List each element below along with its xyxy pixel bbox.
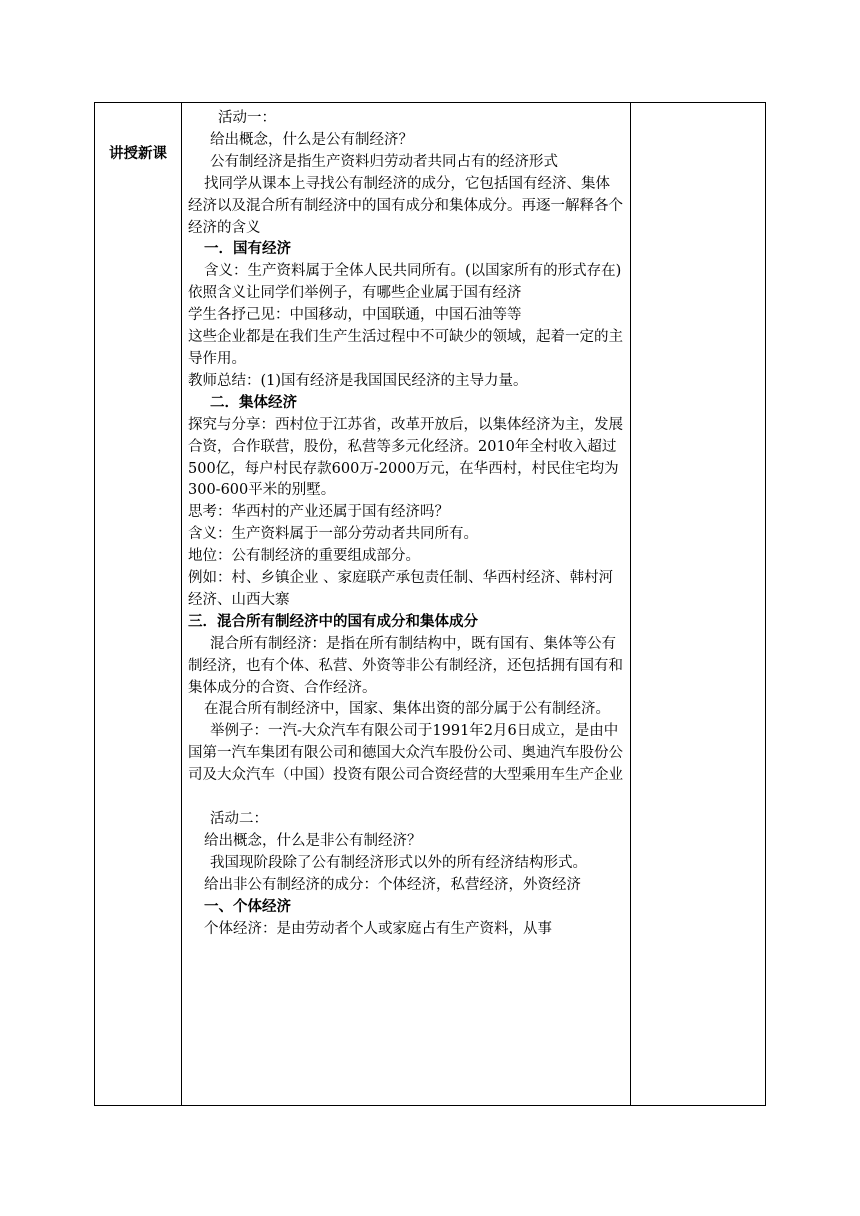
text-paragraph <box>188 787 624 809</box>
text-paragraph: 在混合所有制经济中，国家、集体出资的部分属于公有制经济。 <box>204 701 610 718</box>
text-paragraph: 探究与分享：西村位于江苏省，改革开放后，以集体经济为主，发展合资，合作联营，股份，私营等多元化经济。2010年全村收入超过500亿，每户村民存款600万-2000万元，在华西村，村民住宅均为300-600平米的别墅。 <box>188 416 623 499</box>
text-paragraph: 举例子：一汽-大众汽车有限公司于1991年2月6日成立，是由中国第一汽车集团有限公司和德国大众汽车股份公司、奥迪汽车股份公司及大众汽车（中国）投资有限公司合资经营的大型乘用车生产企业 <box>188 723 623 784</box>
text-paragraph: 公有制经济是指生产资料归劳动者共同占有的经济形式 <box>210 153 558 170</box>
text-paragraph: 含义：生产资料属于全体人民共同所有。(以国家所有的形式存在) <box>204 263 622 280</box>
text-paragraph: 思考：华西村的产业还属于国有经济吗？ <box>188 504 449 521</box>
text-paragraph: 给出概念，什么是公有制经济？ <box>210 131 413 148</box>
text-paragraph: 这些企业都是在我们生产生活过程中不可缺少的领域，起着一定的主导作用。 <box>188 329 623 367</box>
section-heading: 三．混合所有制经济中的国有成分和集体成分 <box>188 613 478 630</box>
text-paragraph: 地位：公有制经济的重要组成部分。 <box>188 548 420 565</box>
text-paragraph: 给出概念，什么是非公有制经济？ <box>204 832 422 849</box>
row-label: 讲授新课 <box>109 146 167 162</box>
text-paragraph: 给出非公有制经济的成分：个体经济，私营经济，外资经济 <box>204 876 581 893</box>
text-paragraph: 依照含义让同学们举例子，有哪些企业属于国有经济 <box>188 285 522 302</box>
text-paragraph: 例如：村、乡镇企业 、家庭联产承包责任制、华西村经济、韩村河经济、山西大寨 <box>188 570 614 608</box>
section-heading: 一、个体经济 <box>204 898 291 915</box>
content-cell <box>182 103 631 1106</box>
text-paragraph: 混合所有制经济：是指在所有制结构中，既有国有、集体等公有制经济，也有个体、私营、外资等非公有制经济，还包括拥有国有和集体成分的合资、合作经济。 <box>188 635 623 696</box>
text-paragraph: 找同学从课本上寻找公有制经济的成分，它包括国有经济、集体经济以及混合所有制经济中的国有成分和集体成分。再逐一解释各个经济的含义 <box>188 175 623 236</box>
text-paragraph: 教师总结：(1)国有经济是我国国民经济的主导力量。 <box>188 372 528 389</box>
text-paragraph: 学生各抒己见：中国移动，中国联通，中国石油等等 <box>188 307 522 324</box>
lesson-content <box>182 103 630 940</box>
text-paragraph: 活动一： <box>218 110 276 126</box>
row-label-cell <box>95 103 182 1106</box>
section-heading: 二．集体经济 <box>210 394 297 411</box>
notes-cell <box>631 103 766 1106</box>
table-row <box>95 103 766 1106</box>
text-paragraph: 我国现阶段除了公有制经济形式以外的所有经济结构形式。 <box>210 854 587 871</box>
text-paragraph: 活动二： <box>210 810 268 827</box>
text-paragraph: 个体经济：是由劳动者个人或家庭占有生产资料，从事 <box>204 920 552 937</box>
section-heading: 一．国有经济 <box>204 241 291 258</box>
lesson-table <box>94 102 766 1106</box>
text-paragraph: 含义：生产资料属于一部分劳动者共同所有。 <box>188 526 478 543</box>
